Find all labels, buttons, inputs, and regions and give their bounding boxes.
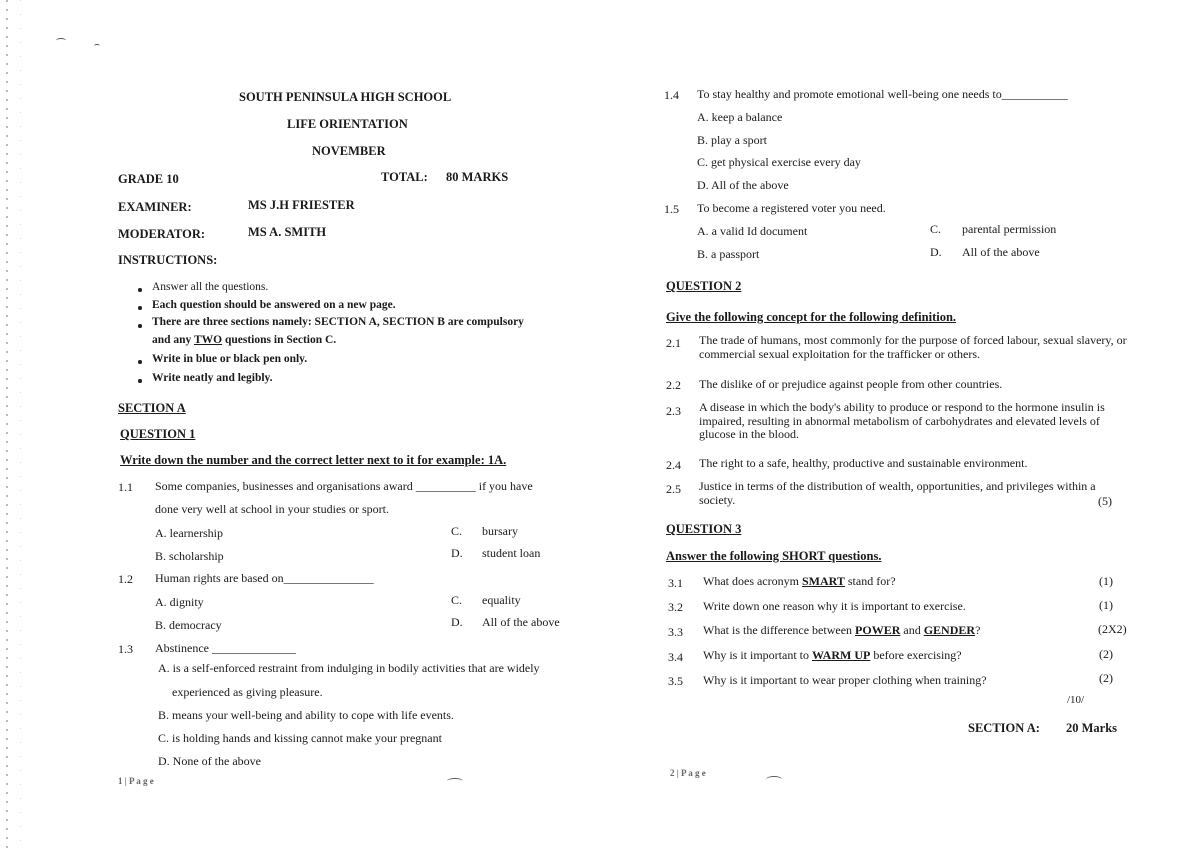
instruction-cont-pre: and any: [152, 334, 194, 346]
q1-1-option-c: bursary: [482, 524, 518, 538]
q1-1-option-d-letter: D.: [451, 546, 463, 560]
q1-5-option-a: A. a valid Id document: [697, 224, 808, 238]
section-total-value: 20 Marks: [1066, 721, 1118, 735]
q1-2-stem: Human rights are based on_______________: [155, 571, 374, 585]
q1-3-option-a: A. is a self-enforced restraint from indulging in bodily activities that are widely: [158, 661, 540, 675]
q2-item-number: 2.5: [666, 482, 681, 496]
q1-2-number: 1.2: [118, 572, 133, 586]
instruction-item: Write in blue or black pen only.: [152, 353, 308, 365]
q1-5-number: 1.5: [664, 202, 679, 216]
instructions-heading: INSTRUCTIONS:: [118, 253, 218, 267]
total-label: TOTAL:: [381, 170, 428, 184]
q1-2-option-b: B. democracy: [155, 618, 222, 632]
bullet-icon: [138, 360, 142, 364]
q1-5-option-d-letter: D.: [930, 245, 942, 259]
q1-4-option-b: B. play a sport: [697, 133, 767, 147]
instruction-item: There are three sections namely: SECTION A, SECTION B are compulsory: [152, 316, 524, 328]
q1-4-option-a: A. keep a balance: [697, 110, 783, 124]
question-1-instruction: Write down the number and the correct letter next to it for example: 1A.: [120, 453, 507, 467]
q1-1-stem-cont: done very well at school in your studies or sport.: [155, 502, 389, 516]
scan-mark: [447, 778, 463, 784]
question-1-heading: QUESTION 1: [120, 427, 196, 441]
q1-4-stem: To stay healthy and promote emotional well-being one needs to___________: [697, 87, 1068, 101]
q1-1-option-d: student loan: [482, 546, 541, 560]
q3-item-number: 3.2: [668, 600, 683, 614]
q3-item-mark: (1): [1099, 574, 1113, 588]
scan-mark: [766, 776, 782, 783]
q1-2-option-c: equality: [482, 593, 521, 607]
page-number: 1 | P a g e: [118, 776, 154, 786]
q1-2-option-d-letter: D.: [451, 615, 463, 629]
binding-edge-marks-inner: [20, 0, 21, 848]
instruction-item: Write neatly and legibly.: [152, 372, 273, 384]
bullet-icon: [138, 288, 142, 292]
q1-1-stem: Some companies, businesses and organisations award __________ if you have: [155, 479, 533, 493]
q1-3-option-b: B. means your well-being and ability to cope with life events.: [158, 708, 454, 722]
q2-marks: (5): [1098, 494, 1112, 508]
q3-item-keyword: SMART: [801, 574, 845, 588]
q3-item-text-post: ?: [975, 623, 981, 637]
q3-item-text: [703, 623, 980, 638]
q3-item-number: 3.5: [668, 674, 683, 688]
bullet-icon: [138, 306, 142, 310]
q3-item-text: [703, 574, 896, 589]
moderator-label: MODERATOR:: [118, 227, 206, 241]
q2-item-text: The right to a safe, healthy, productive and sustainable environment.: [699, 456, 1028, 470]
q1-5-stem: To become a registered voter you need.: [697, 201, 886, 215]
q1-2-option-d: All of the above: [482, 615, 560, 629]
q1-2-option-a: A. dignity: [155, 595, 204, 609]
instruction-item: Answer all the questions.: [152, 281, 269, 293]
q3-item-text: Write down one reason why it is important to exercise.: [703, 599, 966, 613]
q3-item-text-pre: What is the difference between: [703, 623, 856, 637]
q3-item-number: 3.3: [668, 625, 683, 639]
moderator-value: MS A. SMITH: [248, 225, 327, 239]
q1-3-number: 1.3: [118, 642, 133, 656]
bullet-icon: [138, 324, 142, 328]
exam-month: NOVEMBER: [312, 144, 386, 158]
q3-item-text-pre: Why is it important to: [703, 648, 812, 662]
q3-item-text: [703, 648, 962, 663]
q3-item-text-pre: What does acronym: [703, 574, 802, 588]
q2-item-text: The dislike of or prejudice against people from other countries.: [699, 377, 1003, 391]
section-a-heading: SECTION A: [118, 401, 186, 415]
q3-item-keyword: GENDER: [923, 623, 976, 637]
q3-subtotal: /10/: [1067, 694, 1085, 706]
q2-item-number: 2.1: [666, 336, 681, 350]
q1-4-option-d: D. All of the above: [697, 178, 789, 192]
school-name: SOUTH PENINSULA HIGH SCHOOL: [239, 90, 452, 104]
q3-item-text-mid: and: [900, 623, 924, 637]
q1-3-option-c: C. is holding hands and kissing cannot make your pregnant: [158, 731, 442, 745]
q3-item-mark: (1): [1099, 598, 1113, 612]
q3-item-keyword: WARM UP: [812, 648, 871, 662]
binding-edge-marks: [6, 0, 8, 848]
q2-item-text: Justice in terms of the distribution of wealth, opportunities, and privileges within a society.: [699, 479, 1096, 507]
examiner-label: EXAMINER:: [118, 200, 192, 214]
q3-item-mark: (2): [1099, 671, 1113, 685]
bullet-icon: [138, 379, 142, 383]
subject-title: LIFE ORIENTATION: [287, 117, 408, 131]
instruction-cont-emphasis: TWO: [193, 334, 223, 346]
q3-item-text-post: stand for?: [844, 574, 896, 588]
q3-item-number: 3.1: [668, 576, 683, 590]
question-3-heading: QUESTION 3: [666, 522, 742, 536]
scan-mark: [94, 44, 100, 48]
examiner-value: MS J.H FRIESTER: [248, 198, 355, 212]
scan-mark: [56, 38, 66, 43]
q1-4-option-c: C. get physical exercise every day: [697, 155, 861, 169]
instruction-item: Each question should be answered on a new page.: [152, 299, 396, 311]
q1-5-option-c-letter: C.: [930, 222, 942, 236]
question-2-heading: QUESTION 2: [666, 279, 742, 293]
q1-5-option-b: B. a passport: [697, 247, 760, 261]
q3-item-text: Why is it important to wear proper clothing when training?: [703, 673, 987, 687]
q3-item-mark: (2X2): [1098, 622, 1127, 636]
q1-1-option-b: B. scholarship: [155, 549, 224, 563]
q1-3-option-a-cont: experienced as giving pleasure.: [172, 685, 323, 699]
grade-label: GRADE 10: [118, 172, 179, 186]
q3-item-number: 3.4: [668, 650, 683, 664]
q3-item-text-post: before exercising?: [870, 648, 962, 662]
q1-4-number: 1.4: [664, 88, 679, 102]
section-total-label: SECTION A:: [968, 721, 1040, 735]
q1-1-option-c-letter: C.: [451, 524, 463, 538]
instruction-item-continued: [152, 334, 336, 346]
q1-5-option-c: parental permission: [962, 222, 1057, 236]
q1-1-number: 1.1: [118, 480, 133, 494]
question-2-instruction: Give the following concept for the following definition.: [666, 310, 957, 324]
q3-item-mark: (2): [1099, 647, 1113, 661]
instruction-cont-post: questions in Section C.: [222, 334, 337, 346]
q2-item-number: 2.3: [666, 404, 681, 418]
q1-3-option-d: D. None of the above: [158, 754, 261, 768]
q2-item-number: 2.2: [666, 378, 681, 392]
q2-item-text: A disease in which the body's ability to produce or respond to the hormone insulin is impaired, resulting in abnormal metabolism of carbohydrates and elevated levels of glucose in the blood.: [699, 400, 1105, 441]
total-value: 80 MARKS: [446, 170, 509, 184]
q1-2-option-c-letter: C.: [451, 593, 463, 607]
q1-3-stem: Abstinence ______________: [155, 641, 296, 655]
question-3-instruction: Answer the following SHORT questions.: [666, 549, 882, 563]
q3-item-keyword: POWER: [855, 623, 901, 637]
page-number: 2 | P a g e: [670, 768, 706, 778]
q1-5-option-d: All of the above: [962, 245, 1040, 259]
q2-item-text: The trade of humans, most commonly for the purpose of forced labour, sexual slavery, or commercial sexual exploitation for the trafficker or others.: [699, 333, 1127, 361]
q2-item-number: 2.4: [666, 458, 681, 472]
q1-1-option-a: A. learnership: [155, 526, 223, 540]
